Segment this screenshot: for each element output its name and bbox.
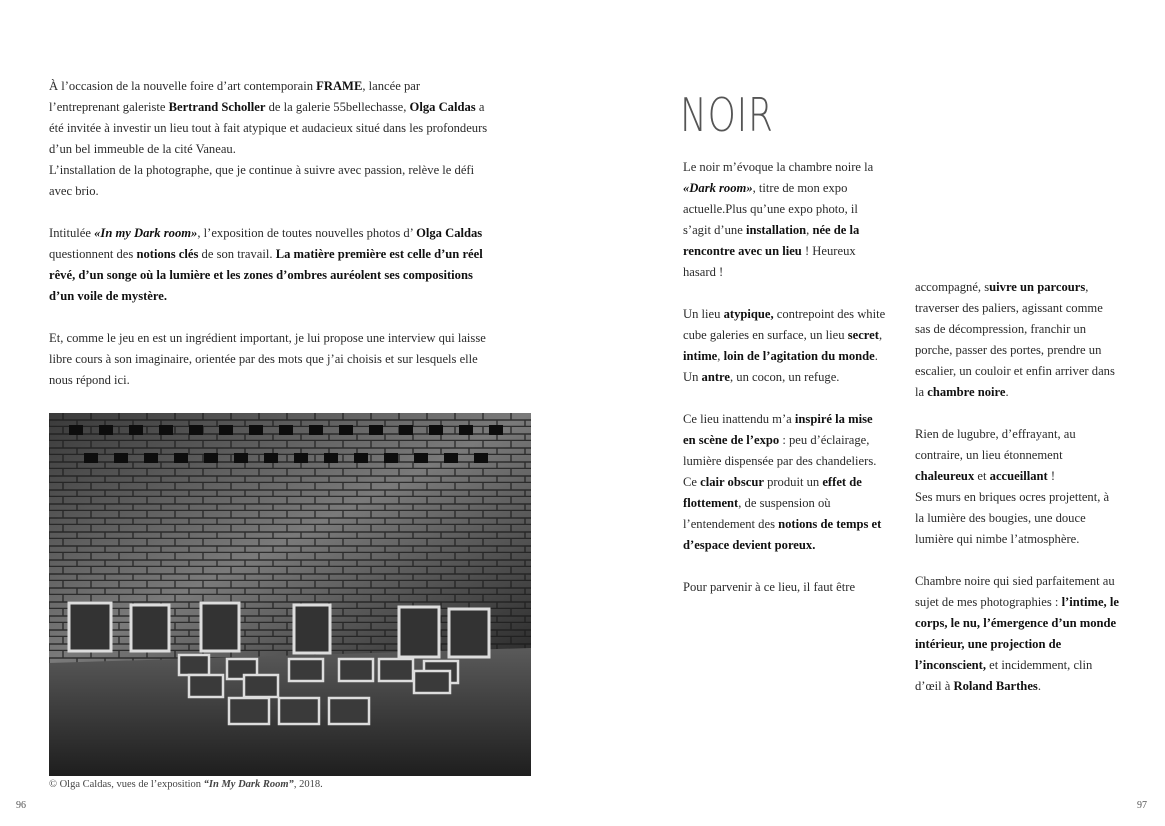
column-paragraph: Le noir m’évoque la chambre noire la «Dark room», titre de mon expo actuelle.Plus qu’une expo photo, il s’agit d’une installation, née de la rencontre avec un lieu ! Heureux hasard ! xyxy=(683,160,874,279)
exhibition-photo xyxy=(49,413,531,776)
column-paragraph: Rien de lugubre, d’effrayant, au contraire, un lieu étonnement chaleureux et accueillant ! Ses murs en briques ocres projettent, à la lumière des bougies, une douce lumière qui nimbe l’atmosphère. xyxy=(915,427,1110,546)
column-right xyxy=(915,277,1120,697)
column-paragraph: Chambre noire qui sied parfaitement au sujet de mes photographies : l’intime, le corps, le nu, l’émergence d’un monde intérieur, une projection de l’inconscient, et incidemment, clin d’œil à Roland Barthes. xyxy=(915,574,1119,693)
page-number-left: 96 xyxy=(16,800,26,811)
intro-text xyxy=(49,76,489,391)
caption-prefix: © Olga Caldas, vues de l’exposition xyxy=(49,779,204,790)
column-paragraph: Un lieu atypique, contrepoint des white cube galeries en surface, un lieu secret, intime, loin de l’agitation du monde. Un antre, un cocon, un refuge. xyxy=(683,307,886,384)
caption-title: “In My Dark Room” xyxy=(203,779,294,790)
column-paragraph: Ce lieu inattendu m’a inspiré la mise en scène de l’expo : peu d’éclairage, lumière dispensée par des chandeliers. Ce clair obscur produit un effet de flottement, de suspension où l’entendement des notions de temps et d’espace devient poreux. xyxy=(683,412,882,552)
intro-paragraph: À l’occasion de la nouvelle foire d’art contemporain FRAME, lancée par l’entreprenant galeriste Bertrand Scholler de la galerie 55bellechasse, Olga Caldas a été invitée à investir un lieu tout à fait atypique et audacieux situé dans les profondeurs d’un bel immeuble de la cité Vaneau. L’installation de la photographe, que je continue à suivre avec passion, relève le défi avec brio. xyxy=(49,79,488,198)
intro-paragraph: Intitulée «In my Dark room», l’exposition de toutes nouvelles photos d’ Olga Caldas questionnent des notions clés de son travail. La matière première est celle d’un réel rêvé, d’un songe où la lumière et les zones d’ombres auréolent ses compositions d’un voile de mystère. xyxy=(49,226,483,303)
page-number-right: 97 xyxy=(1137,800,1147,811)
photo-caption xyxy=(49,779,323,790)
column-middle xyxy=(683,157,888,598)
caption-suffix: , 2018. xyxy=(293,779,323,790)
page-title: NOIR xyxy=(680,88,774,142)
column-paragraph: accompagné, suivre un parcours, traverser des paliers, agissant comme sas de décompression, franchir un porche, passer des portes, prendre un escalier, un couloir et enfin arriver dans la chambre noire. xyxy=(915,280,1115,399)
intro-paragraph: Et, comme le jeu en est un ingrédient important, je lui propose une interview qui laisse libre cours à son imaginaire, orientée par des mots que j’ai choisis et sur lesquels elle nous répond ici. xyxy=(49,331,486,387)
column-paragraph: Pour parvenir à ce lieu, il faut être xyxy=(683,580,856,594)
